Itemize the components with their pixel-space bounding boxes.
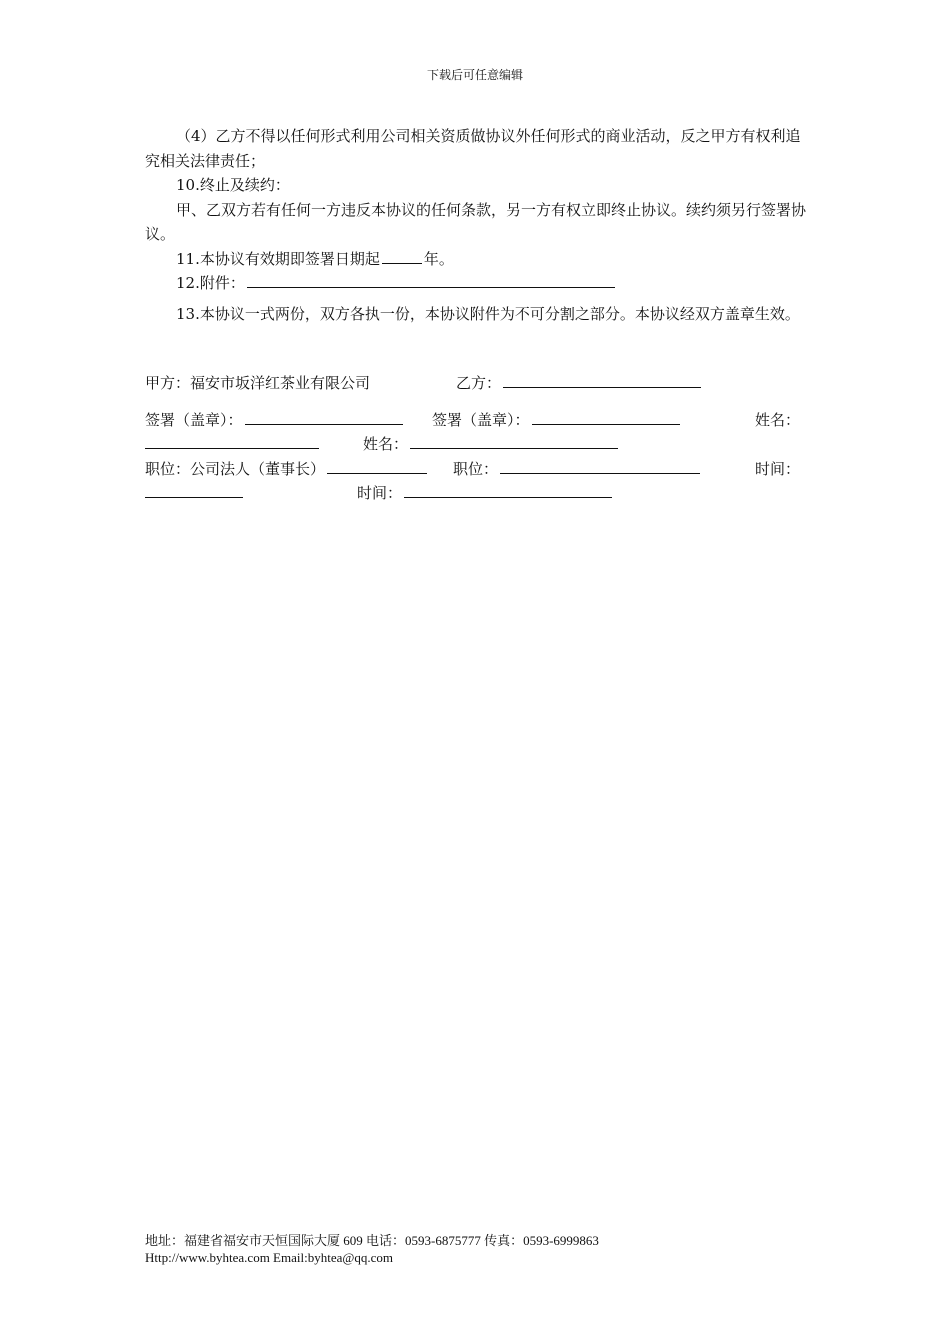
clause-13: 13.本协议一式两份，双方各执一份，本协议附件为不可分割之部分。本协议经双方盖章生效。 [176,304,800,323]
clause-12-text: 12.附件： [176,274,245,292]
signature-block [145,371,807,506]
position-a-label [145,457,325,482]
name-b-label [363,432,408,457]
party-b-text: 乙方： [456,374,502,392]
time-row [145,481,807,506]
time-a-label: 时间： [755,459,801,478]
name-b-blank[interactable] [410,432,618,449]
sign-a-blank[interactable] [245,408,403,425]
party-a-label: 甲方：福安市坂洋红茶业有限公司 [145,374,371,392]
clause-12 [145,271,807,296]
clause-11-suffix: 年。 [423,249,454,268]
sign-b-blank[interactable] [532,408,680,425]
sign-b-label [432,408,530,433]
footer-address: 地址：福建省福安市天恒国际大厦 609 电话：0593-6875777 传真：0593-6999863 [145,1233,599,1248]
party-b-blank[interactable] [503,371,701,388]
party-row [145,371,807,396]
page-header: 下载后可任意编辑 [426,68,523,82]
agreement-body [145,124,807,326]
attachment-blank[interactable] [247,271,615,288]
position-a-blank[interactable] [327,457,427,474]
time-b-blank[interactable] [404,481,612,498]
clause-10-title: 10.终止及续约： [176,176,290,194]
clause-10-text: 甲、乙双方若有任何一方违反本协议的任何条款，另一方有权立即终止协议。续约须另行签署协议。 [145,200,807,243]
sign-row [145,408,807,433]
name-a-label: 姓名： [755,410,801,429]
sign-b-text: 签署（盖章）： [432,410,530,429]
position-a-text: 职位：公司法人（董事长） [145,459,326,478]
time-b-text: 时间： [357,484,403,502]
name-b-text: 姓名： [363,435,409,453]
position-b-blank[interactable] [500,457,700,474]
name-row [145,432,807,457]
time-b-label [357,481,402,506]
position-row [145,457,807,482]
footer-web: Http://www.byhtea.com Email:byhtea@qq.com [145,1250,393,1265]
time-a-blank[interactable] [145,481,243,498]
page-footer [145,1232,599,1266]
name-a-blank[interactable] [145,432,319,449]
position-b-label [453,457,498,482]
sign-a-label [145,408,243,433]
clause-4: （4）乙方不得以任何形式利用公司相关资质做协议外任何形式的商业活动，反之甲方有权利追究相关法律责任； [145,127,801,170]
sign-a-text: 签署（盖章）： [145,410,243,429]
position-b-text: 职位： [453,459,499,478]
party-b-label [456,371,501,396]
validity-years-blank[interactable] [382,247,422,264]
clause-11 [145,247,807,272]
clause-11-text: 11.本协议有效期即签署日期起 [176,249,380,268]
